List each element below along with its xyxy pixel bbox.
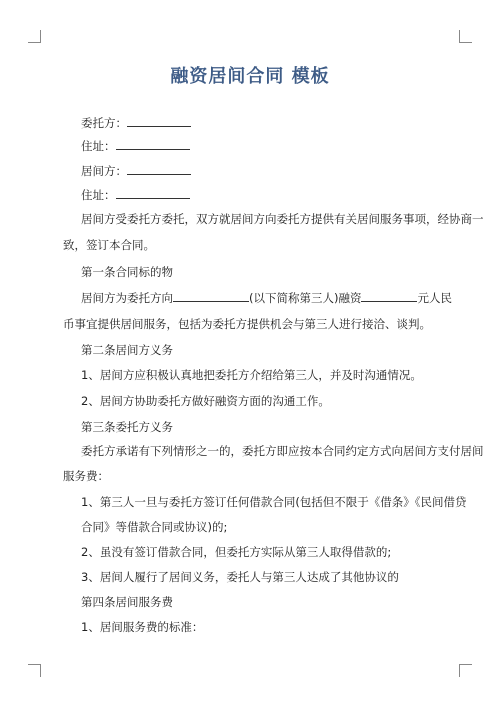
- article-3-heading: 第三条委托方义务: [81, 420, 173, 434]
- crop-mark-bottom-left: [28, 664, 41, 677]
- party-broker-blank: [127, 163, 191, 175]
- article-1-paragraph-line-1: [81, 290, 452, 306]
- article-3-item-2: 2、虽没有签订借款合同，但委托方实际从第三人取得借款的;: [81, 545, 392, 559]
- article-2-item-1: 1、居间方应积极认真地把委托方介绍给第三人，并及时沟通情况。: [81, 368, 422, 382]
- article-1-paragraph-line-2: 币事宜提供居间服务，包括为委托方提供机会与第三人进行接洽、谈判。: [63, 317, 431, 331]
- party-client-address-blank: [116, 138, 190, 150]
- article-1-text-a: 居间方为委托方向: [81, 291, 173, 305]
- party-client-address-line: [81, 138, 190, 154]
- party-client-label: 委托方：: [81, 116, 127, 130]
- party-client-line: [81, 115, 191, 131]
- article-4-item-1: 1、居间服务费的标准：: [81, 620, 204, 634]
- party-broker-address-label: 住址：: [81, 188, 116, 202]
- article-3-paragraph-line-1: 委托方承诺有下列情形之一的，委托方即应按本合同约定方式向居间方支付居间: [81, 444, 484, 458]
- party-broker-address-blank: [116, 187, 190, 199]
- article-2-item-2: 2、居间方协助委托方做好融资方面的沟通工作。: [81, 394, 330, 408]
- article-1-text-b: (以下简称第三人)融资: [249, 291, 362, 305]
- intro-paragraph-line-1: 居间方受委托方委托，双方就居间方向委托方提供有关居间服务事项，经协商一: [81, 212, 484, 226]
- article-4-heading: 第四条居间服务费: [81, 595, 173, 609]
- article-3-item-1-line-1: 1、第三人一旦与委托方签订任何借款合同(包括但不限于《借条》《民间借贷: [81, 495, 467, 509]
- party-client-address-label: 住址：: [81, 139, 116, 153]
- party-broker-address-line: [81, 187, 190, 203]
- crop-mark-top-right: [459, 30, 472, 43]
- article-1-text-c: 元人民: [417, 291, 452, 305]
- party-client-blank: [127, 115, 191, 127]
- article-1-blank-amount: [361, 290, 417, 302]
- crop-mark-top-left: [28, 30, 41, 43]
- party-broker-line: [81, 163, 191, 179]
- article-3-item-3: 3、居间人履行了居间义务，委托人与第三人达成了其他协议的: [81, 570, 399, 584]
- document-title: 融资居间合同 模板: [170, 66, 330, 87]
- article-3-item-1-line-2: 合同》等借款合同或协议)的;: [81, 520, 228, 534]
- article-3-paragraph-line-2: 服务费：: [63, 469, 109, 483]
- article-1-blank-lender: [173, 290, 249, 302]
- article-2-heading: 第二条居间方义务: [81, 343, 173, 357]
- intro-paragraph-line-2: 致，签订本合同。: [63, 238, 155, 252]
- party-broker-label: 居间方：: [81, 164, 127, 178]
- article-1-heading: 第一条合同标的物: [81, 265, 173, 279]
- crop-mark-bottom-right: [459, 664, 472, 677]
